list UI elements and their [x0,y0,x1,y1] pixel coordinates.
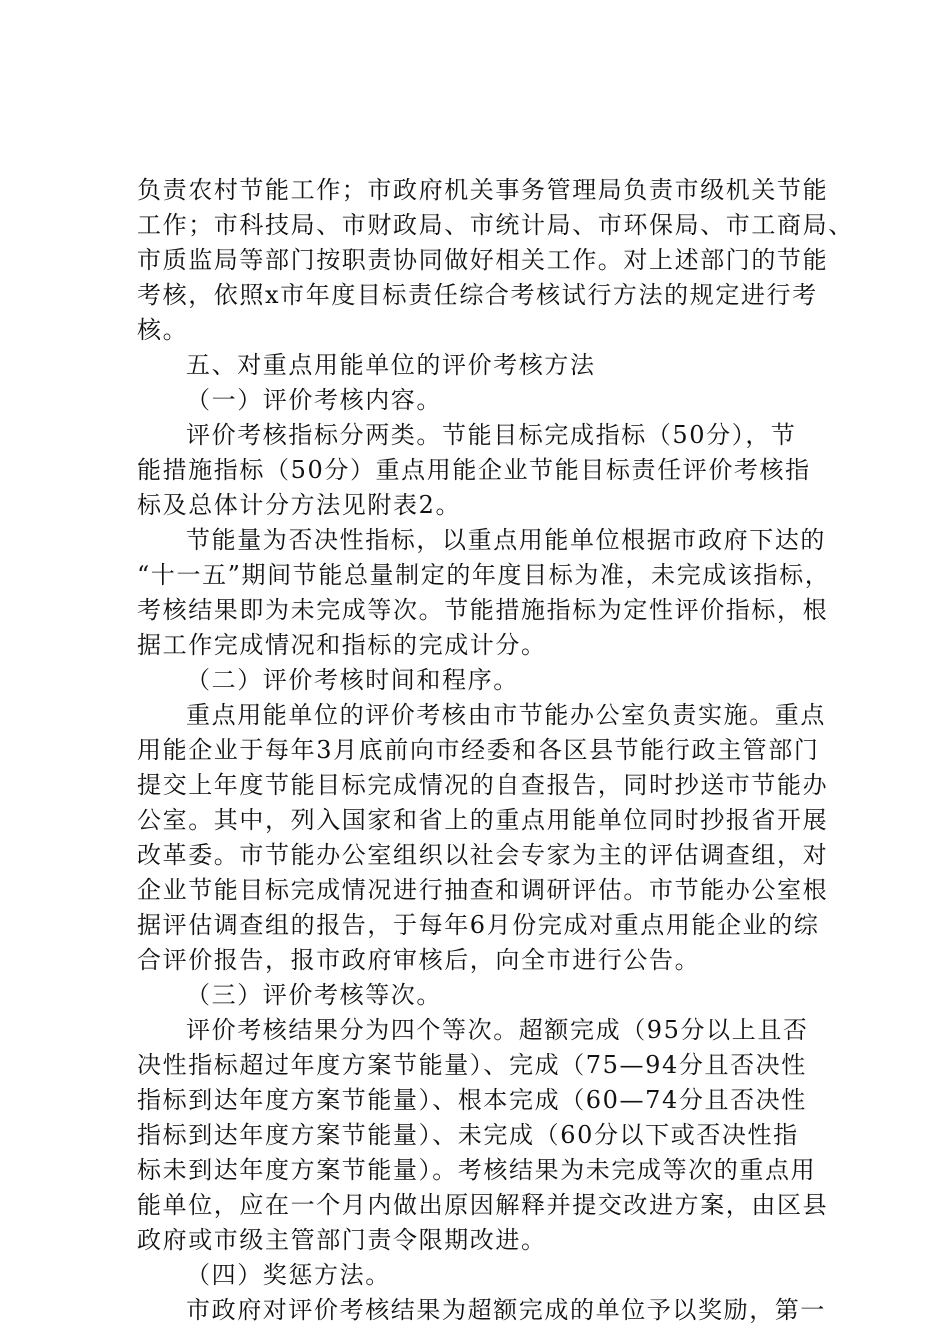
text-line: 公室。其中，列入国家和省上的重点用能单位同时抄报省开展 [137,806,829,834]
section-heading: 五、对重点用能单位的评价考核方法 [186,351,596,379]
text-line: 评价考核指标分两类。节能目标完成指标（50分），节 [186,421,797,449]
text-line: 改革委。市节能办公室组织以社会专家为主的评估调查组，对 [137,841,829,869]
text-line: 负责农村节能工作；市政府机关事务管理局负责市级机关节能 [137,176,829,204]
text-line: 指标到达年度方案节能量）、未完成（60分以下或否决性指 [137,1121,799,1149]
text-line: 能单位，应在一个月内做出原因解释并提交改进方案，由区县 [137,1191,829,1219]
text-line: 市政府对评价考核结果为超额完成的单位予以奖励，第一 [186,1296,826,1324]
text-line: 重点用能单位的评价考核由市节能办公室负责实施。重点 [186,701,826,729]
text-line: 据评估调查组的报告，于每年6月份完成对重点用能企业的综 [137,911,820,939]
text-line: 标及总体计分方法见附表2。 [137,491,462,519]
text-line: 评价考核结果分为四个等次。超额完成（95分以上且否 [186,1016,809,1044]
text-line: 企业节能目标完成情况进行抽查和调研评估。市节能办公室根 [137,876,829,904]
subsection-heading: （三）评价考核等次。 [186,981,442,1009]
text-line: 决性指标超过年度方案节能量）、完成（75—94分且否决性 [137,1051,807,1079]
text-line: 指标到达年度方案节能量）、根本完成（60—74分且否决性 [137,1086,807,1114]
text-line: 据工作完成情况和指标的完成计分。 [137,631,547,659]
text-line: 考核结果即为未完成等次。节能措施指标为定性评价指标，根 [137,596,829,624]
text-line: 核。 [137,316,189,344]
text-line: 合评价报告，报市政府审核后，向全市进行公告。 [137,946,701,974]
text-line: 考核，依照x市年度目标责任综合考核试行方法的规定进行考 [137,281,818,309]
text-line: 能措施指标（50分）重点用能企业节能目标责任评价考核指 [137,456,811,484]
subsection-heading: （四）奖惩方法。 [186,1261,391,1289]
text-line: 提交上年度节能目标完成情况的自查报告，同时抄送市节能办 [137,771,829,799]
text-line: 政府或市级主管部门责令限期改进。 [137,1226,547,1254]
text-line: 市质监局等部门按职责协同做好相关工作。对上述部门的节能 [137,246,829,274]
text-line: 工作；市科技局、市财政局、市统计局、市环保局、市工商局、 [137,211,854,239]
text-line: 节能量为否决性指标，以重点用能单位根据市政府下达的 [186,526,826,554]
text-line: 用能企业于每年3月底前向市经委和各区县节能行政主管部门 [137,736,820,764]
subsection-heading: （一）评价考核内容。 [186,386,442,414]
subsection-heading: （二）评价考核时间和程序。 [186,666,519,694]
text-line: 标未到达年度方案节能量）。考核结果为未完成等次的重点用 [137,1156,817,1184]
text-line: “十一五”期间节能总量制定的年度目标为准，未完成该指标， [137,561,831,589]
